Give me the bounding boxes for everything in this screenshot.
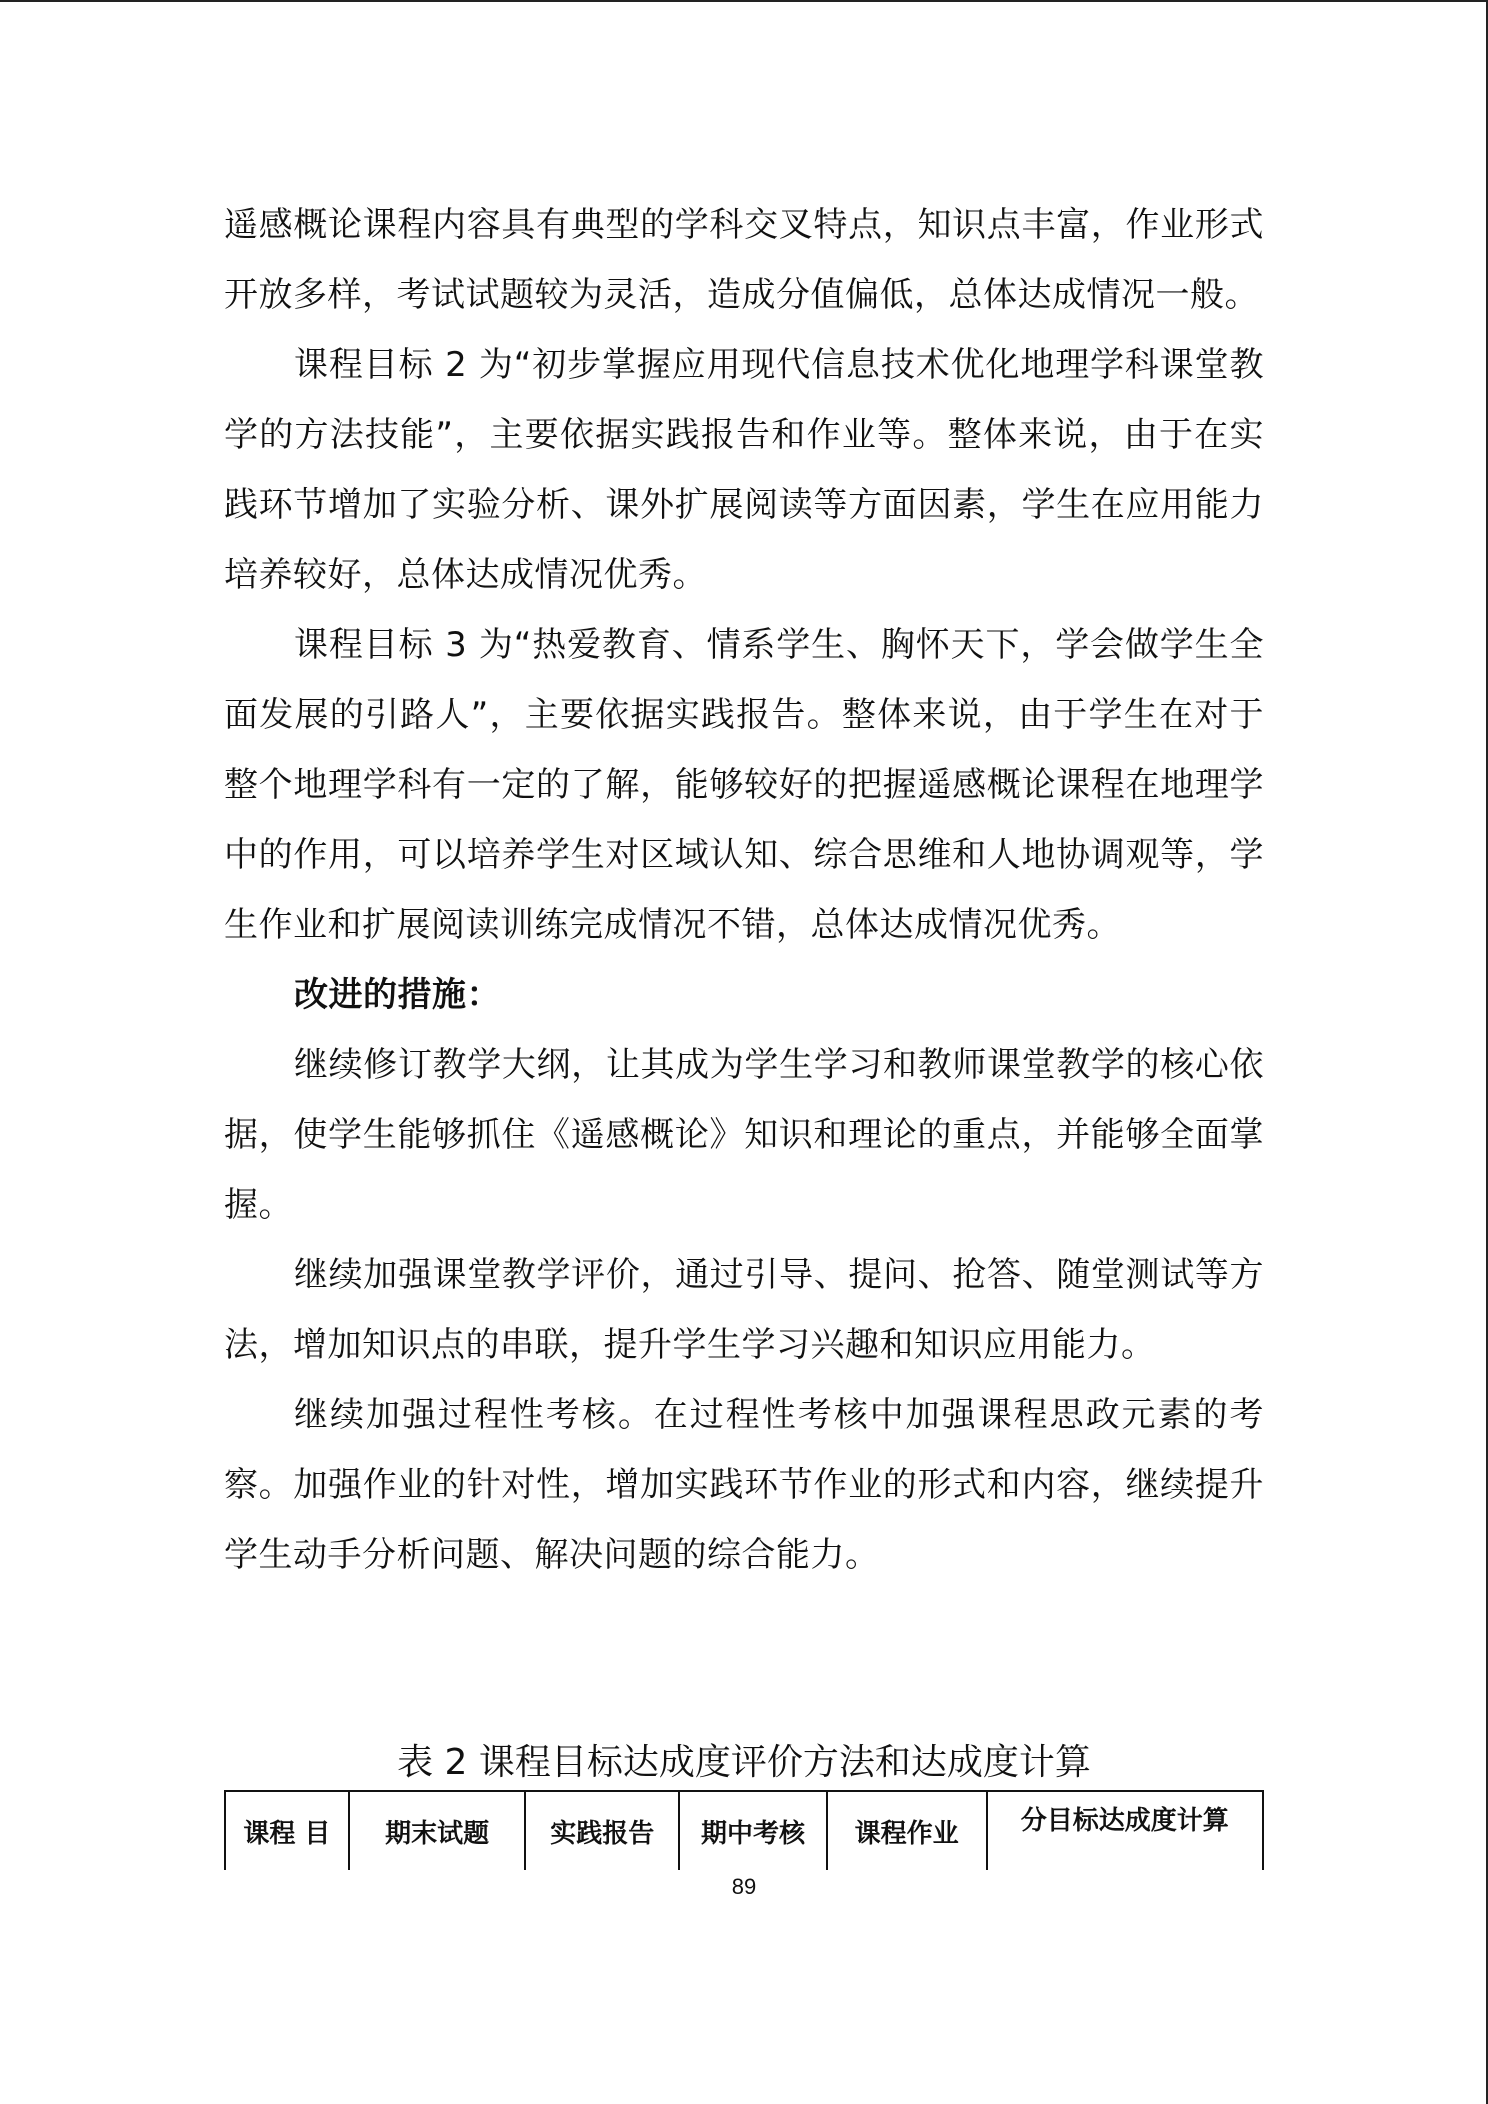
- paragraph-7: 继续加强过程性考核。在过程性考核中加强课程思政元素的考察。加强作业的针对性，增加实践环节作业的形式和内容，继续提升学生动手分析问题、解决问题的综合能力。: [224, 1395, 1264, 1575]
- paragraph-2: 课程目标 2 为“初步掌握应用现代信息技术优化地理学科课堂教学的方法技能”，主要依据实践报告和作业等。整体来说，由于在实践环节增加了实验分析、课外扩展阅读等方面因素，学生在应用能力培养较好，总体达成情况优秀。: [224, 345, 1264, 595]
- header-coursework: 课程作业: [827, 1791, 987, 1870]
- page-number: 89: [731, 1874, 757, 1899]
- evaluation-table: [224, 1790, 1264, 1870]
- paragraph-1: 遥感概论课程内容具有典型的学科交叉特点，知识点丰富，作业形式开放多样，考试试题较为灵活，造成分值偏低，总体达成情况一般。: [224, 205, 1264, 315]
- table-header-row: [225, 1791, 1263, 1870]
- page-border-top: [0, 0, 1488, 2]
- improvement-heading: 改进的措施：: [294, 975, 501, 1015]
- header-midterm: 期中考核: [679, 1791, 827, 1870]
- body-text: [224, 190, 1264, 1590]
- paragraph-6: 继续加强课堂教学评价，通过引导、提问、抢答、随堂测试等方法，增加知识点的串联，提升学生学习兴趣和知识应用能力。: [224, 1255, 1264, 1365]
- header-course-goal: 课程 目: [225, 1791, 349, 1870]
- paragraph-3: 课程目标 3 为“热爱教育、情系学生、胸怀天下，学会做学生全面发展的引路人”，主要依据实践报告。整体来说，由于学生在对于整个地理学科有一定的了解，能够较好的把握遥感概论课程在地理学中的作用，可以培养学生对区域认知、综合思维和人地协调观等，学生作业和扩展阅读训练完成情况不错，总体达成情况优秀。: [224, 625, 1264, 945]
- header-final-exam: 期末试题: [349, 1791, 526, 1870]
- paragraph-5: 继续修订教学大纲，让其成为学生学习和教师课堂教学的核心依据，使学生能够抓住《遥感概论》知识和理论的重点，并能够全面掌握。: [224, 1045, 1264, 1225]
- header-practice-report: 实践报告: [525, 1791, 679, 1870]
- table-title: 表 2 课程目标达成度评价方法和达成度计算: [397, 1742, 1091, 1783]
- header-sub-goal-calculation: 分目标达成度计算: [987, 1791, 1263, 1870]
